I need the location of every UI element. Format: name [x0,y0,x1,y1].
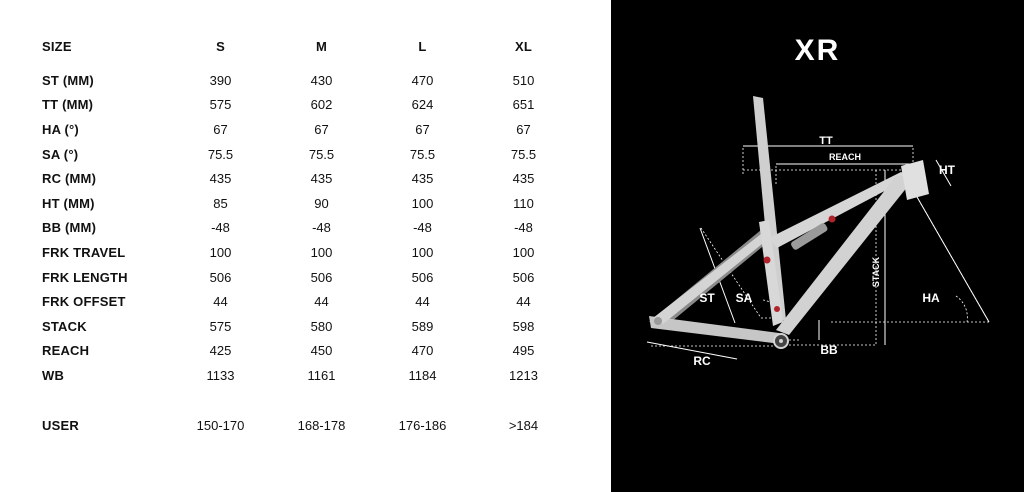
row-value: 575 [209,97,232,113]
row-value: 575 [209,318,232,334]
row-value: 1161 [307,367,336,383]
row-label: HA (°) [42,121,79,137]
row-value: 100 [411,195,434,211]
row-value: 495 [512,343,535,359]
tt-label: TT [819,135,833,147]
reach-label: REACH [828,152,862,162]
row-label: HT (MM) [42,195,95,211]
table-row [42,93,574,118]
model-title: XR [794,34,841,67]
dimension-lines [651,148,989,346]
row-value: -48 [413,220,432,236]
row-label: TT (MM) [42,97,94,113]
row-value: 75.5 [308,146,335,162]
row-value: 390 [209,72,232,88]
table-row [42,216,574,241]
row-value: 580 [310,318,333,334]
row-value: 470 [411,72,434,88]
size-header: SIZE [42,38,72,54]
row-label: STACK [42,318,87,334]
row-value: 90 [314,195,329,211]
row-label: REACH [42,343,90,359]
bike-frame [649,96,929,348]
row-value: 470 [411,343,434,359]
row-label: FRK LENGTH [42,269,128,285]
row-value: 589 [411,318,434,334]
row-label: RC (MM) [42,171,97,187]
row-value: 450 [310,343,333,359]
table-row [42,289,574,314]
row-value: 602 [310,97,333,113]
row-value: 506 [209,269,232,285]
sa-label: SA [735,291,753,305]
row-value: 67 [516,121,531,137]
row-value: 506 [310,269,333,285]
stack-label: STACK [871,256,881,288]
row-value: 100 [411,244,434,260]
row-label: FRK OFFSET [42,294,126,310]
row-label: ST (MM) [42,72,94,88]
table-row [42,240,574,265]
ha-label: HA [922,291,940,305]
row-label: SA (°) [42,146,79,162]
table-row [42,117,574,142]
size-s-header: S [216,38,225,54]
row-value: 435 [512,171,535,187]
st-label: ST [699,291,715,305]
row-value: 1213 [509,367,538,383]
geometry-table [42,34,574,437]
size-xl-header: XL [514,38,532,54]
table-row [42,191,574,216]
row-value: 506 [411,269,434,285]
table-header-row [42,34,574,58]
user-label: USER [42,417,79,433]
table-row [42,68,574,93]
bb-label: BB [820,343,838,357]
row-value: 67 [314,121,329,137]
row-value: 67 [415,121,430,137]
size-m-header: M [315,38,328,54]
row-value: 44 [314,294,329,310]
rc-label: RC [693,354,711,368]
row-value: 506 [512,269,535,285]
table-row [42,166,574,191]
user-height-range: 150-170 [196,417,245,433]
row-value: 510 [512,72,535,88]
row-value: 75.5 [207,146,234,162]
ht-label: HT [939,163,955,177]
row-value: 44 [516,294,531,310]
user-height-range: 176-186 [398,417,447,433]
row-value: 44 [213,294,228,310]
row-value: 85 [213,195,228,211]
row-value: 1133 [206,367,235,383]
table-row [42,339,574,364]
table-row [42,314,574,339]
row-value: 100 [209,244,232,260]
row-value: 425 [209,343,232,359]
frame-diagram-panel [611,0,1024,492]
row-value: 100 [512,244,535,260]
row-label: WB [42,367,65,383]
row-label: BB (MM) [42,220,97,236]
user-height-range: >184 [508,417,539,433]
user-row [42,413,574,438]
row-value: 435 [310,171,333,187]
row-value: 430 [310,72,333,88]
row-value: -48 [312,220,331,236]
table-row [42,142,574,167]
row-value: 100 [310,244,333,260]
row-value: 1184 [408,367,437,383]
row-value: 598 [512,318,535,334]
user-height-range: 168-178 [297,417,346,433]
row-value: 651 [512,97,535,113]
row-value: 110 [513,195,534,211]
row-label: FRK TRAVEL [42,244,126,260]
row-value: 44 [415,294,430,310]
table-row [42,265,574,290]
row-value: 435 [411,171,434,187]
row-value: 624 [411,97,434,113]
table-row [42,363,574,388]
size-l-header: L [418,38,427,54]
row-value: 75.5 [510,146,537,162]
row-value: 75.5 [409,146,436,162]
row-value: -48 [211,220,230,236]
row-value: 67 [213,121,228,137]
frame-geometry-diagram [611,0,1024,492]
row-value: 435 [209,171,232,187]
row-value: -48 [514,220,533,236]
